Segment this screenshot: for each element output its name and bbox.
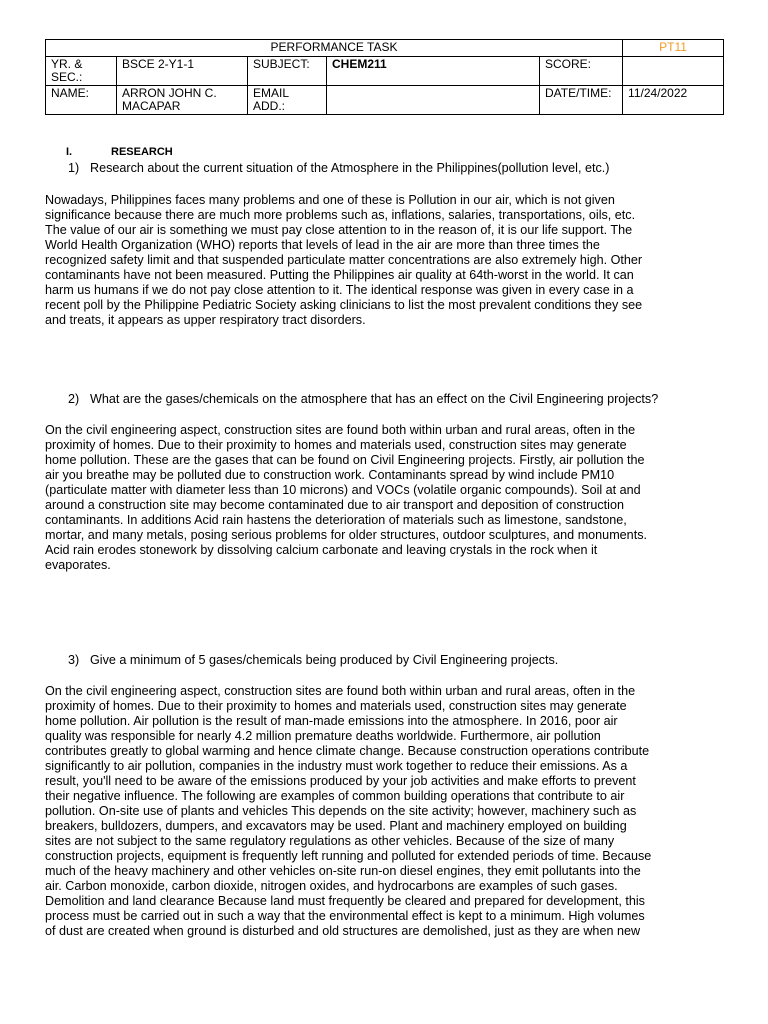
email-value — [327, 86, 540, 115]
answer-line: (particulate matter with diameter less than 10 microns) and VOCs (volatile organic compounds). Soil at and — [45, 483, 641, 497]
answer-line: around a construction site may become contaminated due to air transport and deposition of construction — [45, 498, 624, 512]
date-value: 11/24/2022 — [623, 86, 724, 115]
answer-line: their negative influence. The following are examples of common building operations that contribute to air — [45, 789, 625, 803]
answer-line: and treats, it appears as upper respiratory tract disorders. — [45, 313, 366, 327]
question-3 — [68, 653, 558, 667]
question-2 — [68, 392, 658, 406]
answer-line: of dust are created when ground is disturbed and old structures are demolished, just as they are when new — [45, 924, 641, 938]
answer-line: mortar, and many metals, posing serious problems for older structures, outdoor sculptures, and monuments. — [45, 528, 647, 542]
answer-line: On the civil engineering aspect, construction sites are found both within urban and rural areas, often in the — [45, 684, 636, 698]
email-label: EMAIL ADD.: — [248, 86, 327, 115]
answer-line: sites are not subject to the same regulatory regulations as other vehicles. Because of the size of many — [45, 834, 615, 848]
answer-line: quality was responsible for nearly 4.2 million premature deaths worldwide. Furthermore, air pollution — [45, 729, 601, 743]
answer-line: air you breathe may be polluted due to construction work. Contaminants spread by wind include PM10 — [45, 468, 615, 482]
answer-line: recent poll by the Philippine Pediatric Society asking clinicians to list the most prevalent conditions they see — [45, 298, 643, 312]
answer-line: recognized safety limit and that suspended particulate matter concentrations are also extremely high. Other — [45, 253, 643, 267]
answer-line: Acid rain erodes stonework by dissolving calcium carbonate and leaving crystals in the rock when it — [45, 543, 598, 557]
answer-line: result, you'll need to be aware of the emissions produced by your job activities and make efforts to prevent — [45, 774, 636, 788]
answer-line: home pollution. These are the gases that can be found on Civil Engineering projects. Firstly, air pollution the — [45, 453, 645, 467]
question-number: 3) — [68, 653, 80, 667]
answer-2 — [45, 423, 725, 573]
answer-line: contaminants have not been measured. Putting the Philippines air quality at 64th-worst in the world. It can — [45, 268, 634, 282]
answer-line: home pollution. Air pollution is the result of man-made emissions into the atmosphere. In 2016, poor air — [45, 714, 618, 728]
answer-line: significantly to air pollution, companies in the industry must work together to reduce their emissions. As a — [45, 759, 628, 773]
section-number: I. — [66, 146, 73, 158]
answer-line: harm us humans if we do not pay close attention to it. The identical response was given in every case in a — [45, 283, 634, 297]
answer-line: The value of our air is something we must pay close attention to in the reason of, it is our life support. The — [45, 223, 633, 237]
answer-line: pollution. On-site use of plants and vehicles This depends on the site activity; however, machinery such as — [45, 804, 637, 818]
answer-line: World Health Organization (WHO) reports that levels of lead in the air are more than three times the — [45, 238, 600, 252]
answer-line: significance because there are much more problems such as, inflations, salaries, transportations, oils, etc. — [45, 208, 636, 222]
answer-line: contributes greatly to global warming and hence climate change. Because construction operations contribute — [45, 744, 650, 758]
answer-line: process must be carried out in such a way that the environmental effect is kept to a minimum. High volumes — [45, 909, 645, 923]
question-number: 1) — [68, 161, 80, 175]
answer-3 — [45, 684, 725, 939]
question-1 — [68, 161, 609, 175]
question-text: What are the gases/chemicals on the atmosphere that has an effect on the Civil Engineering projects? — [90, 392, 659, 406]
subject-value: CHEM211 — [327, 57, 540, 86]
code-value: PT11 — [623, 40, 724, 57]
date-label: DATE/TIME: — [540, 86, 623, 115]
answer-line: air. Carbon monoxide, carbon dioxide, nitrogen oxides, and hydrocarbons are examples of such gases. — [45, 879, 618, 893]
answer-line: contaminants. In additions Acid rain hastens the deterioration of materials such as limestone, sandstone, — [45, 513, 627, 527]
yr-sec-label: YR. & SEC.: — [46, 57, 117, 86]
answer-line: much of the heavy machinery and other vehicles on-site run-on diesel engines, they emit pollutants into the — [45, 864, 641, 878]
answer-line: proximity of homes. Due to their proximity to homes and materials used, construction sites may generate — [45, 438, 627, 452]
score-label: SCORE: — [540, 57, 623, 86]
score-value — [623, 57, 724, 86]
answer-1 — [45, 193, 725, 328]
answer-line: evaporates. — [45, 558, 111, 572]
section-title: RESEARCH — [111, 146, 173, 158]
answer-line: On the civil engineering aspect, construction sites are found both within urban and rural areas, often in the — [45, 423, 636, 437]
question-text: Give a minimum of 5 gases/chemicals being produced by Civil Engineering projects. — [90, 653, 559, 667]
name-label: NAME: — [46, 86, 117, 115]
answer-line: construction projects, equipment is frequently left running and polluted for extended periods of time. Because — [45, 849, 652, 863]
subject-label: SUBJECT: — [248, 57, 327, 86]
header-table — [45, 39, 724, 115]
title-cell: PERFORMANCE TASK — [46, 40, 623, 57]
question-text: Research about the current situation of the Atmosphere in the Philippines(pollution level, etc.) — [90, 161, 610, 175]
yr-sec-value: BSCE 2-Y1-1 — [117, 57, 248, 86]
section-heading — [66, 146, 173, 158]
answer-line: Nowadays, Philippines faces many problems and one of these is Pollution in our air, which is not given — [45, 193, 615, 207]
name-value: ARRON JOHN C. MACAPAR — [117, 86, 248, 115]
answer-line: Demolition and land clearance Because land must frequently be cleared and prepared for development, this — [45, 894, 645, 908]
question-number: 2) — [68, 392, 80, 406]
answer-line: breakers, bulldozers, dumpers, and excavators may be used. Plant and machinery employed on building — [45, 819, 627, 833]
answer-line: proximity of homes. Due to their proximity to homes and materials used, construction sites may generate — [45, 699, 627, 713]
